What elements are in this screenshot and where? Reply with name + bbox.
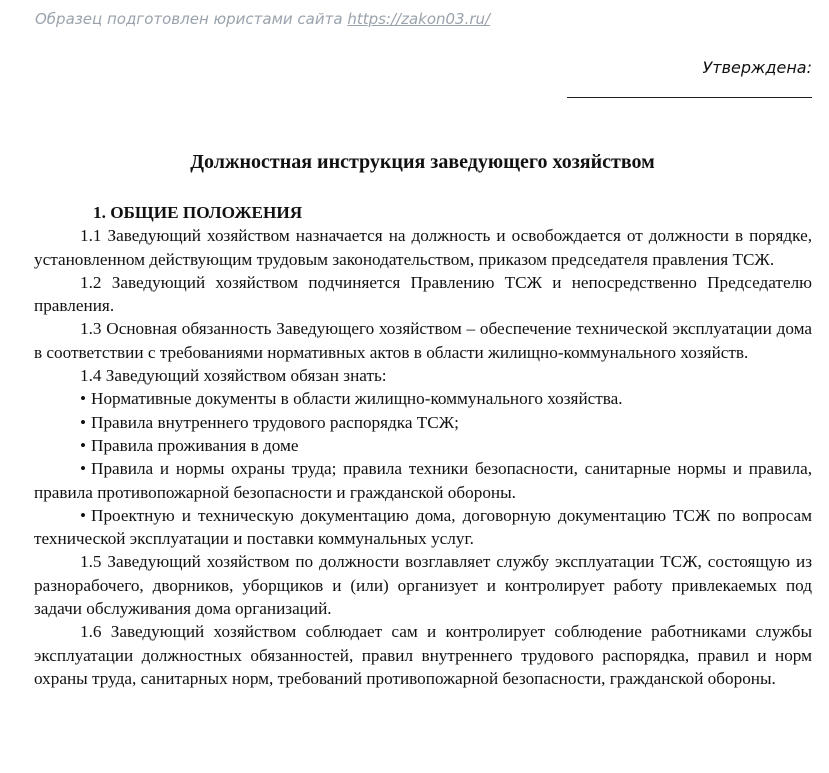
bullet-text: Проектную и техническую документацию дома, договорную документацию ТСЖ по вопросам технической эксплуатации и поставки коммунальных услуг. [34, 505, 812, 549]
approval-label: Утверждена: [702, 58, 812, 77]
bullet-item [34, 411, 812, 434]
bullet-mark: • [80, 412, 87, 432]
bullet-text: Нормативные документы в области жилищно-коммунального хозяйства. [91, 389, 623, 409]
bullet-mark: • [80, 505, 87, 525]
paragraph-1-1: 1.1 Заведующий хозяйством назначается на должность и освобождается от должности в порядке, установленном действующим трудовым законодательством, приказом председателя правления ТСЖ. [34, 226, 812, 269]
watermark-text: Образец подготовлен юристами сайта [35, 10, 348, 28]
paragraph-1-6: 1.6 Заведующий хозяйством соблюдает сам и контролирует соблюдение работниками службы эксплуатации должностных обязанностей, правил внутреннего трудового распорядка, правил и норм охраны труда, санитарных норм, требований противопожарной безопасности, гражданской обороны. [34, 622, 812, 688]
bullet-item [34, 504, 812, 551]
paragraph-1-3: 1.3 Основная обязанность Заведующего хозяйством – обеспечение технической эксплуатации дома в соответствии с требованиями нормативных актов в области жилищно-коммунального хозяйств. [34, 319, 812, 362]
watermark [35, 10, 490, 28]
bullet-item [34, 457, 812, 504]
section-heading: 1. ОБЩИЕ ПОЛОЖЕНИЯ [93, 203, 303, 222]
bullet-text: Правила проживания в доме [91, 435, 299, 455]
paragraph-1-5: 1.5 Заведующий хозяйством по должности возглавляет службу эксплуатации ТСЖ, состоящую из разнорабочего, дворников, уборщиков и (или) организует и контролирует работу привлекаемых под задачи обслуживания дома организаций. [34, 552, 812, 619]
signature-line [567, 97, 812, 98]
bullet-mark: • [80, 435, 87, 455]
document-title: Должностная инструкция заведующего хозяйством [190, 151, 655, 173]
document-body [34, 201, 812, 690]
paragraph-1-2: 1.2 Заведующий хозяйством подчиняется Правлению ТСЖ и непосредственно Председателю правления. [34, 272, 812, 316]
bullet-item [34, 434, 812, 457]
bullet-mark: • [80, 459, 87, 479]
paragraph-1-4: 1.4 Заведующий хозяйством обязан знать: [80, 366, 387, 386]
watermark-link[interactable]: https://zakon03.ru/ [347, 10, 491, 28]
bullet-mark: • [80, 389, 87, 409]
bullet-item [34, 387, 812, 410]
bullet-text: Правила внутреннего трудового распорядка ТСЖ; [91, 412, 459, 432]
bullet-text: Правила и нормы охраны труда; правила техники безопасности, санитарные нормы и правила, правила противопожарной безопасности и гражданской обороны. [34, 459, 812, 502]
